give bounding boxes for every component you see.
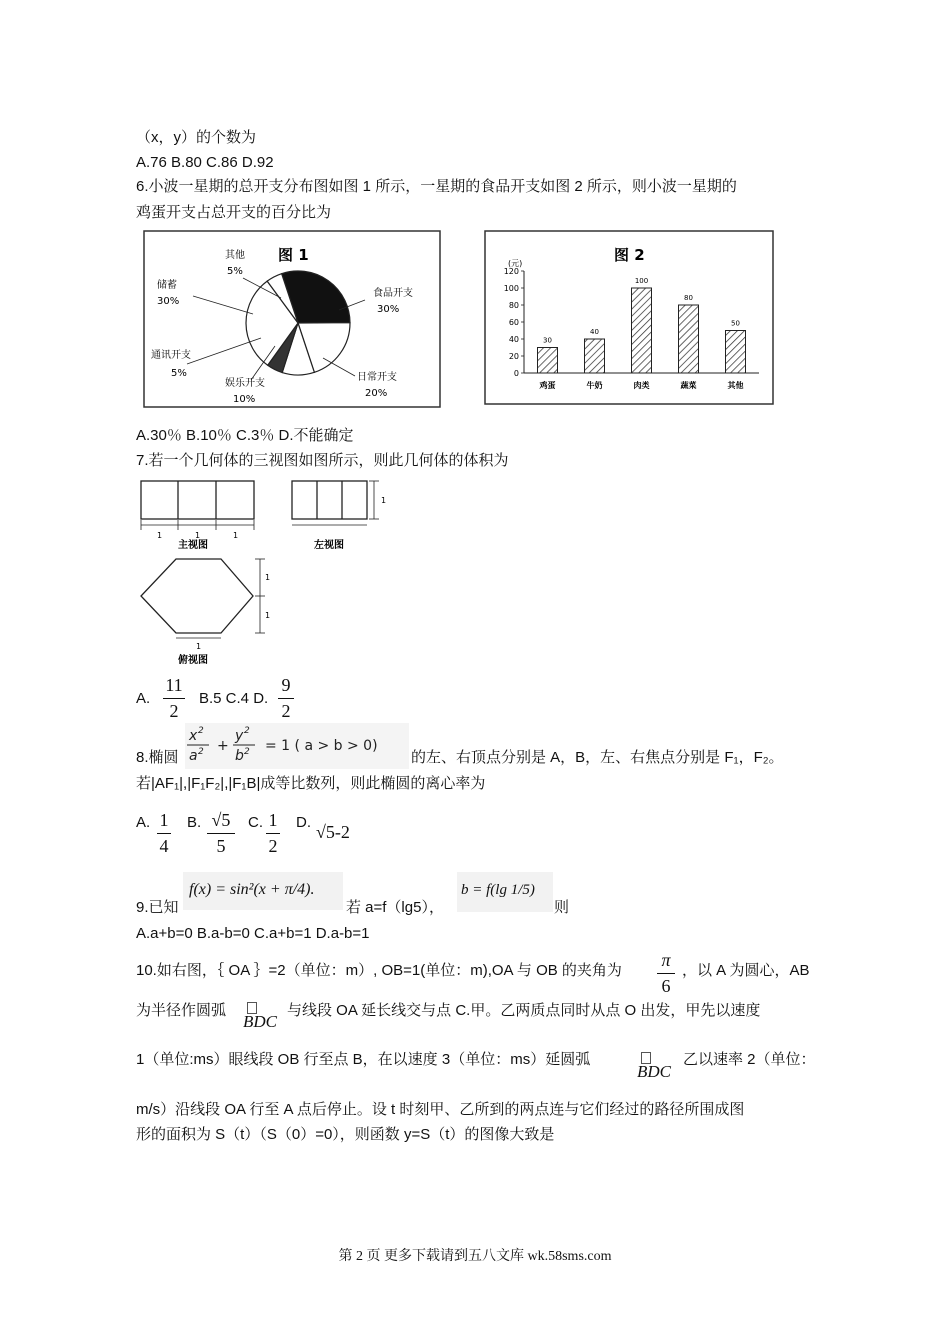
pie-slices <box>246 271 350 375</box>
svg-text:2: 2 <box>244 726 250 736</box>
pie-label-5: 食品开支 <box>373 288 413 299</box>
q8-option-d-value: √5-2 <box>316 822 350 842</box>
q8-c-denominator: 2 <box>268 836 278 856</box>
q7-a-numerator: 11 <box>165 675 183 695</box>
bar-chart-svg <box>484 230 774 405</box>
q9-options: A.a+b=0 B.a-b=0 C.a+b=1 D.a-b=1 <box>136 925 370 942</box>
q7-d-denominator: 2 <box>281 701 291 721</box>
arc-bdc-text: BDC <box>243 1012 277 1031</box>
q7-option-d-fraction <box>278 675 294 722</box>
q7-option-a-prefix: A. <box>136 690 151 707</box>
y-tick-label: 20 <box>508 352 519 361</box>
arc-bdc-label-1 <box>243 1012 277 1032</box>
q7-options-bcd: B.5 C.4 D. <box>199 690 269 707</box>
side-view-label: 左视图 <box>314 540 344 551</box>
q10-line1a: 10.如右图，｛ OA ｝=2（单位：m）, OB=1(单位：m),OA 与 OB 的夹角为 <box>136 962 622 979</box>
pie-label-6: 30% <box>377 304 400 315</box>
q9-b-formula-image <box>457 872 553 912</box>
q9-f-formula: f(x) = sin²(x + π/4). <box>189 881 315 898</box>
svg-text:= 1 ( a > b > 0): = 1 ( a > b > 0) <box>265 738 378 754</box>
q8-c-numerator: 1 <box>268 810 278 830</box>
q9-f-formula-image <box>183 872 343 910</box>
svg-text:2: 2 <box>198 747 204 757</box>
q7-d-numerator: 9 <box>281 675 291 695</box>
front-dim-1: 1 <box>157 531 163 540</box>
x-tick-label: 肉类 <box>633 381 650 390</box>
arc-bdc-label-2 <box>637 1062 671 1082</box>
bar-4 <box>679 305 699 373</box>
top-view <box>141 559 265 638</box>
x-tick-label: 鸡蛋 <box>539 381 556 390</box>
fraction-bar <box>157 833 171 834</box>
svg-text:y: y <box>235 728 244 744</box>
q9-b-formula: b = f(lg 1/5) <box>461 882 535 898</box>
pie-label-9: 娱乐开支 <box>225 378 265 389</box>
svg-text:b: b <box>235 748 244 764</box>
pie-label-10: 10% <box>233 394 256 405</box>
pie-label-2: 5% <box>227 266 243 277</box>
q8-b-denominator: 5 <box>216 836 226 856</box>
q9-suffix: 则 <box>554 899 570 916</box>
y-tick-label: 0 <box>513 369 519 378</box>
pie-label-3: 储蓄 <box>157 280 177 291</box>
pie-label-4: 30% <box>157 296 180 307</box>
figure-1-title: 图 1 <box>278 246 309 264</box>
q5-options: A.76 B.80 C.86 D.92 <box>136 154 274 171</box>
q8-a-numerator: 1 <box>159 810 169 830</box>
bar-2 <box>585 339 605 373</box>
figure-2-title: 图 2 <box>614 246 645 264</box>
q6-stem-line1: 6.小波一星期的总开支分布图如图 1 所示，一星期的食品开支如图 2 所示，则小波一星期的 <box>136 178 737 195</box>
figure-2-bar-chart <box>484 230 774 405</box>
three-view-drawing <box>136 476 396 672</box>
q10-line3a: 1（单位:ms）眼线段 OB 行至点 B，在以速度 3（单位：ms）延圆弧 <box>136 1051 591 1068</box>
top-dim-upper: 1 <box>265 573 271 582</box>
pie-label-1: 其他 <box>225 250 245 261</box>
q8-option-c-prefix: C. <box>248 814 263 831</box>
q8-b-numerator: √5 <box>211 810 231 830</box>
svg-text:+: + <box>217 738 229 754</box>
ellipse-equation-svg <box>185 723 409 769</box>
y-tick-label: 120 <box>503 267 519 276</box>
bar-1 <box>538 348 558 374</box>
y-tick-label: 100 <box>503 284 519 293</box>
q8-option-d-prefix: D. <box>296 814 311 831</box>
arc-mark-icon <box>247 1002 257 1014</box>
fraction-bar <box>207 833 235 834</box>
q10-line2a: 为半径作圆弧 <box>136 1002 227 1019</box>
three-view-svg <box>136 476 396 672</box>
svg-text:a: a <box>189 748 198 764</box>
x-tick-label: 牛奶 <box>586 381 603 390</box>
q10-angle-fraction <box>657 950 675 997</box>
front-dim-2: 1 <box>195 531 201 540</box>
side-view <box>292 481 379 525</box>
q6-options: A.30％ B.10％ C.3％ D.不能确定 <box>136 427 354 444</box>
bar-value-label: 40 <box>590 328 599 336</box>
x-tick-label: 蔬菜 <box>680 381 697 390</box>
bar-3 <box>632 288 652 373</box>
page-footer: 第 2 页 更多下载请到五八文库 wk.58sms.com <box>338 1249 612 1264</box>
q7-a-denominator: 2 <box>169 701 179 721</box>
q8-option-a-fraction <box>157 810 171 857</box>
y-tick-label: 40 <box>508 335 519 344</box>
front-dim-3: 1 <box>233 531 239 540</box>
pie-label-7: 通讯开支 <box>151 350 191 361</box>
fraction-bar <box>266 833 280 834</box>
bar-value-label: 50 <box>731 319 740 328</box>
y-tick-label: 80 <box>508 301 519 310</box>
q7-stem: 7.若一个几何体的三视图如图所示，则此几何体的体积为 <box>136 452 509 469</box>
q8-stem-line2: 若|AF₁|,|F₁F₂|,|F₁B|成等比数列，则此椭圆的离心率为 <box>136 775 486 792</box>
q8-prefix: 8.椭圆 <box>136 749 179 766</box>
pie-label-12: 20% <box>365 388 388 399</box>
svg-text:2: 2 <box>198 726 204 736</box>
fraction-bar <box>163 698 185 699</box>
q8-option-b-prefix: B. <box>187 814 202 831</box>
q10-line5: 形的面积为 S（t）（S（0）=0），则函数 y=S（t）的图像大致是 <box>136 1126 555 1143</box>
q7-option-a-fraction <box>163 675 185 722</box>
q8-option-b-fraction <box>207 810 235 857</box>
top-dim-lower: 1 <box>265 611 271 620</box>
front-view <box>141 481 254 530</box>
q8-a-denominator: 4 <box>159 836 169 856</box>
y-axis-unit: (元) <box>508 259 523 268</box>
q10-line4: m/s）沿线段 OA 行至 A 点后停止。设 t 时刻甲、乙所到的两点连与它们经过的路径所围成图 <box>136 1101 745 1118</box>
bar-value-label: 80 <box>684 294 693 302</box>
q10-line1b: ，以 A 为圆心，AB <box>682 962 810 979</box>
pie-label-8: 5% <box>171 368 187 379</box>
pie-chart-svg <box>143 230 441 408</box>
q8-stem-line1: 的左、右顶点分别是 A，B，左、右焦点分别是 F₁，F₂。 <box>411 749 784 766</box>
x-tick-label: 其他 <box>727 381 744 390</box>
bar-value-label: 100 <box>634 277 649 285</box>
q9-prefix: 9.已知 <box>136 899 179 916</box>
svg-text:x: x <box>189 728 198 744</box>
q6-stem-line2: 鸡蛋开支占总开支的百分比为 <box>136 204 332 221</box>
ellipse-equation-image <box>185 723 409 769</box>
q10-line2b: 与线段 OA 延长线交与点 C.甲。乙两质点同时从点 O 出发，甲先以速度 <box>287 1002 761 1019</box>
q9-middle: 若 a=f（lg5）， <box>346 899 444 916</box>
fraction-bar <box>278 698 294 699</box>
top-dim-bottom: 1 <box>196 642 202 651</box>
side-dim: 1 <box>381 496 387 505</box>
q5-tail: （x，y）的个数为 <box>136 129 257 146</box>
fraction-bar <box>657 973 675 974</box>
top-view-label: 俯视图 <box>178 655 208 666</box>
front-view-label: 主视图 <box>178 540 208 551</box>
q10-pi: π <box>661 950 671 970</box>
svg-text:2: 2 <box>244 747 250 757</box>
q8-option-c-fraction <box>266 810 280 857</box>
q10-line3b: 乙以速率 2（单位： <box>683 1051 816 1068</box>
arc-bdc-text: BDC <box>637 1062 671 1081</box>
q10-six: 6 <box>661 976 671 996</box>
bar-value-label: 30 <box>543 336 552 345</box>
bar-5 <box>726 331 746 374</box>
arc-mark-icon <box>641 1052 651 1064</box>
q8-option-a-prefix: A. <box>136 814 151 831</box>
pie-label-11: 日常开支 <box>357 372 397 383</box>
y-tick-label: 60 <box>508 318 519 327</box>
figure-1-pie-chart <box>143 230 441 408</box>
